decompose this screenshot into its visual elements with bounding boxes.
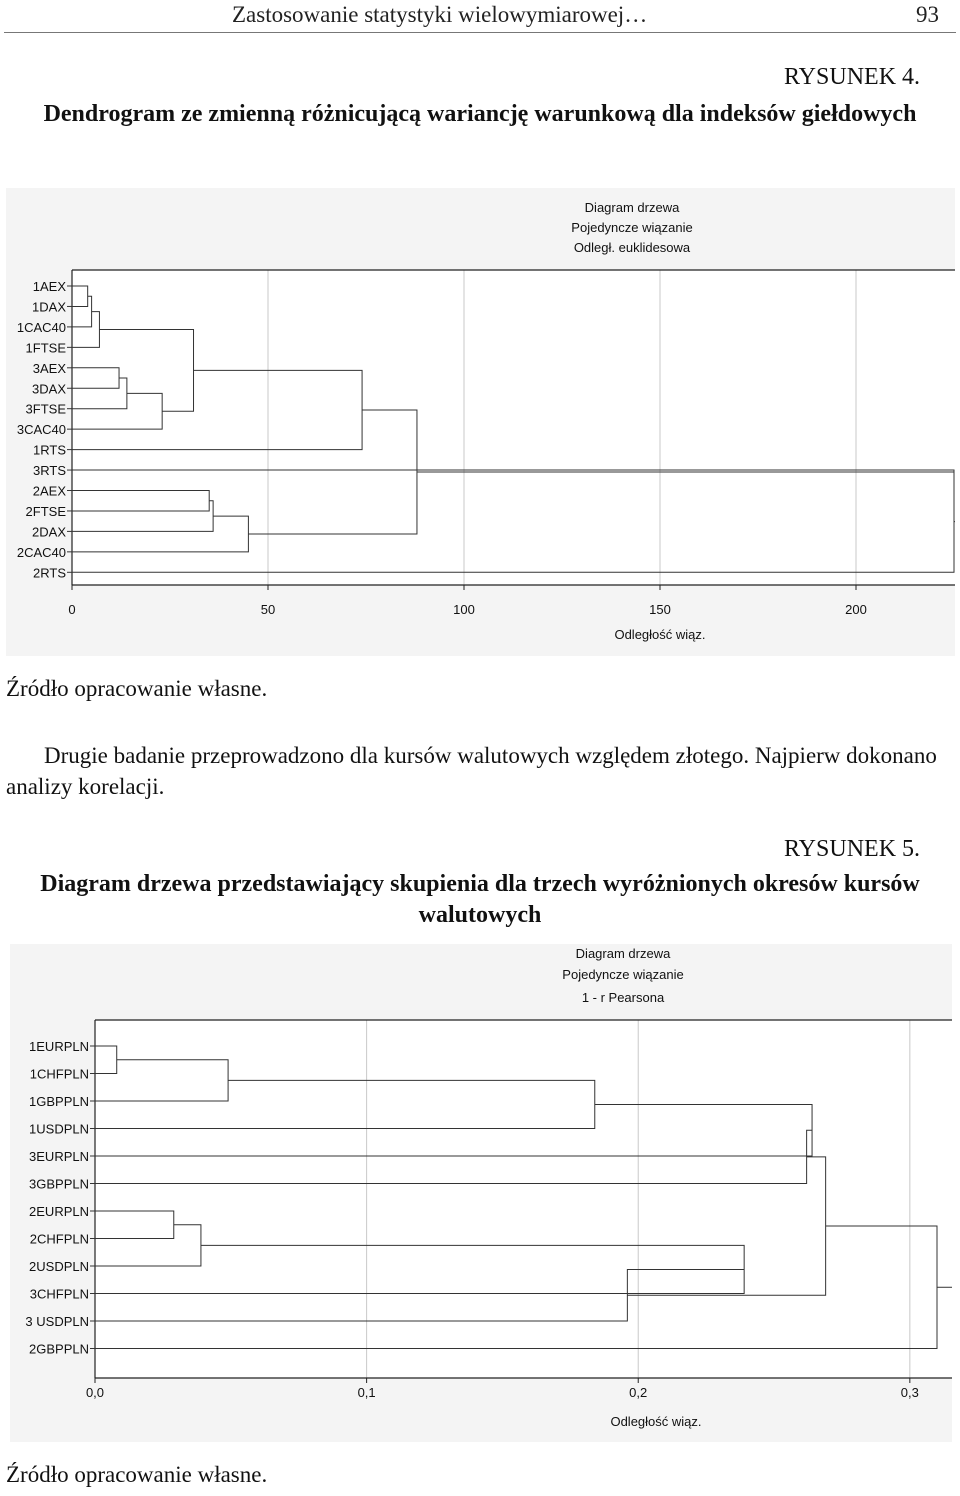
figure4-leaf-label: 1DAX xyxy=(32,299,66,315)
figure5-leaf-label: 2CHFPLN xyxy=(29,1231,89,1247)
figure4-chart-title-1: Diagram drzewa xyxy=(584,200,680,215)
figure4-plot-area xyxy=(72,270,955,585)
figure4-leaf-label: 2AEX xyxy=(32,483,66,499)
figure5-dendrogram-svg xyxy=(10,944,952,1442)
figure4-chart-title-3: Odległ. euklidesowa xyxy=(573,240,691,255)
page-number: 93 xyxy=(916,2,939,27)
figure5-leaf-label: 3GBPPLN xyxy=(29,1176,89,1192)
figure5-x-tick-label: 0,1 xyxy=(357,1385,376,1400)
figure5-chart-title-2: Pojedyncze wiązanie xyxy=(562,967,684,982)
figure5-leaf-label: 1EURPLN xyxy=(29,1039,89,1054)
figure4-leaf-label: 2DAX xyxy=(32,524,66,540)
figure4-leaf-label: 3RTS xyxy=(33,463,66,479)
figure5-leaf-label: 3CHFPLN xyxy=(29,1286,89,1302)
figure5-x-tick-label: 0,0 xyxy=(85,1385,105,1400)
figure5-leaf-label: 3EURPLN xyxy=(29,1149,89,1164)
running-title: Zastosowanie statystyki wielowymiarowej… xyxy=(232,2,648,27)
figure4-dendrogram-svg xyxy=(6,188,955,656)
figure4-leaf-label: 2RTS xyxy=(33,565,66,581)
figure4-leaf-label: 2CAC40 xyxy=(16,544,66,560)
figure5-xlabel: Odległość wiąz. xyxy=(610,1414,702,1429)
figure4-chart-title-2: Pojedyncze wiązanie xyxy=(571,220,693,235)
figure5-dendrogram xyxy=(10,944,952,1442)
body-paragraph: Drugie badanie przeprowadzono dla kursów walutowych względem złotego. Najpierw dokonano analizy korelacji. xyxy=(6,743,937,799)
figure4-x-tick-label: 150 xyxy=(649,602,671,617)
figure4-x-tick-label: 0 xyxy=(68,602,76,617)
figure5-source: Źródło opracowanie własne. xyxy=(6,1462,268,1487)
figure4-leaf-label: 2FTSE xyxy=(25,503,66,519)
figure4-leaf-label: 1RTS xyxy=(33,442,66,458)
figure5-leaf-label: 2GBPPLN xyxy=(29,1341,89,1357)
figure5-title: Diagram drzewa przedstawiający skupienia dla trzech wyróżnionych okresów kursów walutowych xyxy=(40,871,920,928)
figure5-label: RYSUNEK 5. xyxy=(784,836,921,862)
figure5-plot-area xyxy=(95,1020,952,1378)
figure5-leaf-label: 1CHFPLN xyxy=(29,1066,89,1082)
figure4-leaf-label: 1CAC40 xyxy=(16,319,66,335)
figure4-xlabel: Odległość wiąz. xyxy=(614,627,706,642)
figure5-chart-title-3: 1 - r Pearsona xyxy=(581,990,665,1005)
figure4-leaf-label: 1FTSE xyxy=(25,340,66,356)
figure5-leaf-label: 1GBPPLN xyxy=(29,1094,89,1109)
figure5-leaf-label: 2EURPLN xyxy=(29,1204,89,1219)
figure5-leaf-label: 3 USDPLN xyxy=(25,1314,89,1329)
figure4-x-tick-label: 50 xyxy=(260,602,276,617)
figure4-source: Źródło opracowanie własne. xyxy=(6,676,268,701)
figure4-x-tick-label: 200 xyxy=(845,602,867,617)
figure5-x-tick-label: 0,3 xyxy=(900,1385,919,1400)
figure4-title: Dendrogram ze zmienną różnicującą wariancję warunkową dla indeksów giełdowych xyxy=(43,101,917,127)
figure5-x-tick-label: 0,2 xyxy=(629,1385,648,1400)
figure4-dendrogram xyxy=(6,188,955,656)
figure5-leaf-label: 2USDPLN xyxy=(29,1259,89,1274)
figure5-chart-title-1: Diagram drzewa xyxy=(575,946,671,961)
figure4-leaf-label: 3AEX xyxy=(32,360,66,376)
figure4-x-tick-label: 100 xyxy=(453,602,475,617)
header-rule xyxy=(4,32,956,33)
figure4-leaf-label: 3DAX xyxy=(32,381,66,397)
figure5-leaf-label: 1USDPLN xyxy=(29,1121,89,1137)
figure4-leaf-label: 3FTSE xyxy=(25,401,66,417)
figure4-leaf-label: 3CAC40 xyxy=(16,422,66,438)
figure4-leaf-label: 1AEX xyxy=(32,279,66,294)
figure4-label: RYSUNEK 4. xyxy=(784,64,921,90)
